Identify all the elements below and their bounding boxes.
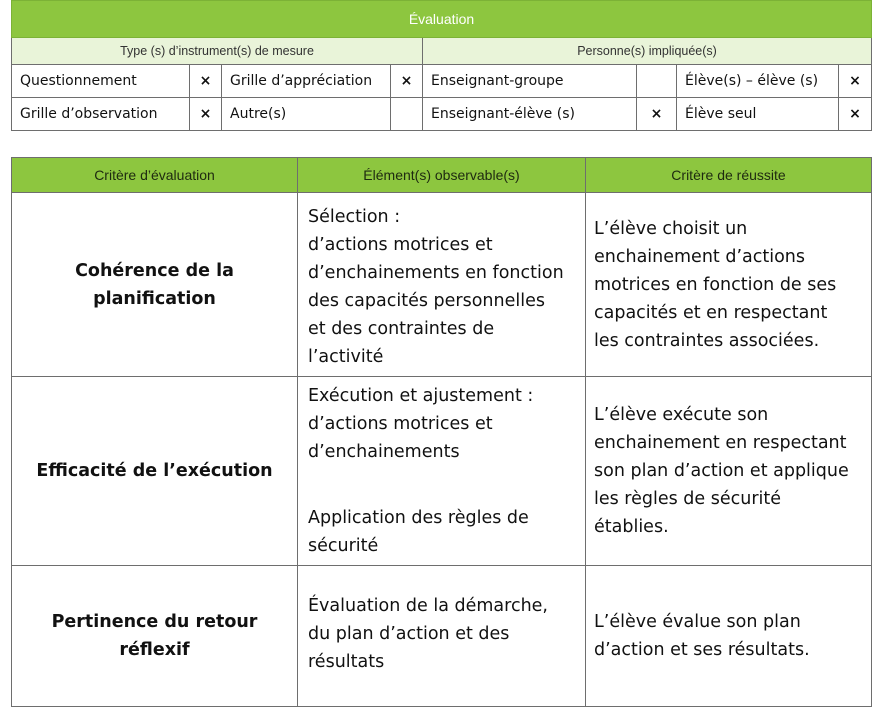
observable-line: Sélection : — [308, 207, 401, 227]
observable-line: d’enchainements — [308, 442, 460, 462]
success-cell — [586, 566, 872, 707]
criteria-header-observable: Élément(s) observable(s) — [298, 158, 586, 193]
criterion-cell — [12, 377, 298, 566]
observable-line: Exécution et ajustement : — [308, 386, 534, 406]
check-mark: × — [839, 65, 872, 98]
instrument-label: Questionnement — [12, 65, 190, 98]
observable-line: des capacités personnelles — [308, 291, 545, 311]
success-line: motrices en fonction de ses — [594, 274, 837, 295]
spacer — [308, 466, 577, 504]
evaluation-row — [12, 65, 872, 98]
check-mark: × — [190, 98, 222, 131]
criterion-cell — [12, 566, 298, 707]
observable-line: l’activité — [308, 347, 384, 367]
success-line: enchainement en respectant — [594, 433, 847, 453]
success-line: son plan d’action et applique — [594, 461, 849, 481]
instrument-header: Type (s) d’instrument(s) de mesure — [12, 38, 423, 65]
check-mark: × — [190, 65, 222, 98]
success-cell — [586, 377, 872, 566]
person-label: Élève seul — [677, 98, 839, 131]
criterion-line: planification — [93, 288, 216, 309]
criterion-line: Pertinence du retour — [51, 612, 258, 632]
check-mark — [637, 65, 677, 98]
criteria-header-criterion: Critère d’évaluation — [12, 158, 298, 193]
observable-line: résultats — [308, 652, 385, 672]
observable-line: du plan d’action et des — [308, 624, 510, 644]
instrument-label: Grille d’appréciation — [222, 65, 391, 98]
criterion-cell — [12, 193, 298, 377]
observable-cell — [298, 566, 586, 707]
instrument-label: Autre(s) — [222, 98, 391, 131]
success-line: les règles de sécurité — [594, 489, 782, 509]
check-mark: × — [637, 98, 677, 131]
success-line: établies. — [594, 517, 669, 537]
observable-line: d’actions motrices et — [308, 414, 493, 434]
observable-cell — [298, 193, 586, 377]
success-line: L’élève évalue son plan — [594, 612, 801, 632]
check-mark: × — [391, 65, 423, 98]
observable-line: d’actions motrices et — [308, 235, 493, 255]
success-line: d’action et ses résultats. — [594, 640, 810, 660]
check-mark: × — [839, 98, 872, 131]
success-line: L’élève choisit un — [594, 218, 748, 239]
persons-header: Personne(s) impliquée(s) — [423, 38, 872, 65]
criteria-row — [12, 193, 872, 377]
criterion-line: Efficacité de l’exécution — [36, 461, 273, 481]
success-line: les contraintes associées. — [594, 330, 820, 351]
person-label: Élève(s) – élève (s) — [677, 65, 839, 98]
observable-line: d’enchainements en fonction — [308, 263, 564, 283]
observable-line: et des contraintes de — [308, 319, 495, 339]
criteria-header-success: Critère de réussite — [586, 158, 872, 193]
criterion-line: réflexif — [119, 640, 190, 660]
criterion-line: Cohérence de la — [75, 260, 234, 281]
observable-line: Évaluation de la démarche, — [308, 596, 548, 616]
observable-line: sécurité — [308, 536, 379, 556]
observable-cell — [298, 377, 586, 566]
observable-line: Application des règles de — [308, 508, 529, 528]
criteria-row — [12, 377, 872, 566]
instrument-label: Grille d’observation — [12, 98, 190, 131]
evaluation-table — [11, 0, 872, 131]
evaluation-title: Évaluation — [12, 1, 872, 38]
success-line: capacités et en respectant — [594, 302, 828, 323]
person-label: Enseignant-élève (s) — [423, 98, 637, 131]
criteria-table — [11, 157, 872, 707]
check-mark — [391, 98, 423, 131]
evaluation-row — [12, 98, 872, 131]
success-line: L’élève exécute son — [594, 405, 769, 425]
success-cell — [586, 193, 872, 377]
criteria-row — [12, 566, 872, 707]
person-label: Enseignant-groupe — [423, 65, 637, 98]
success-line: enchainement d’actions — [594, 246, 805, 267]
